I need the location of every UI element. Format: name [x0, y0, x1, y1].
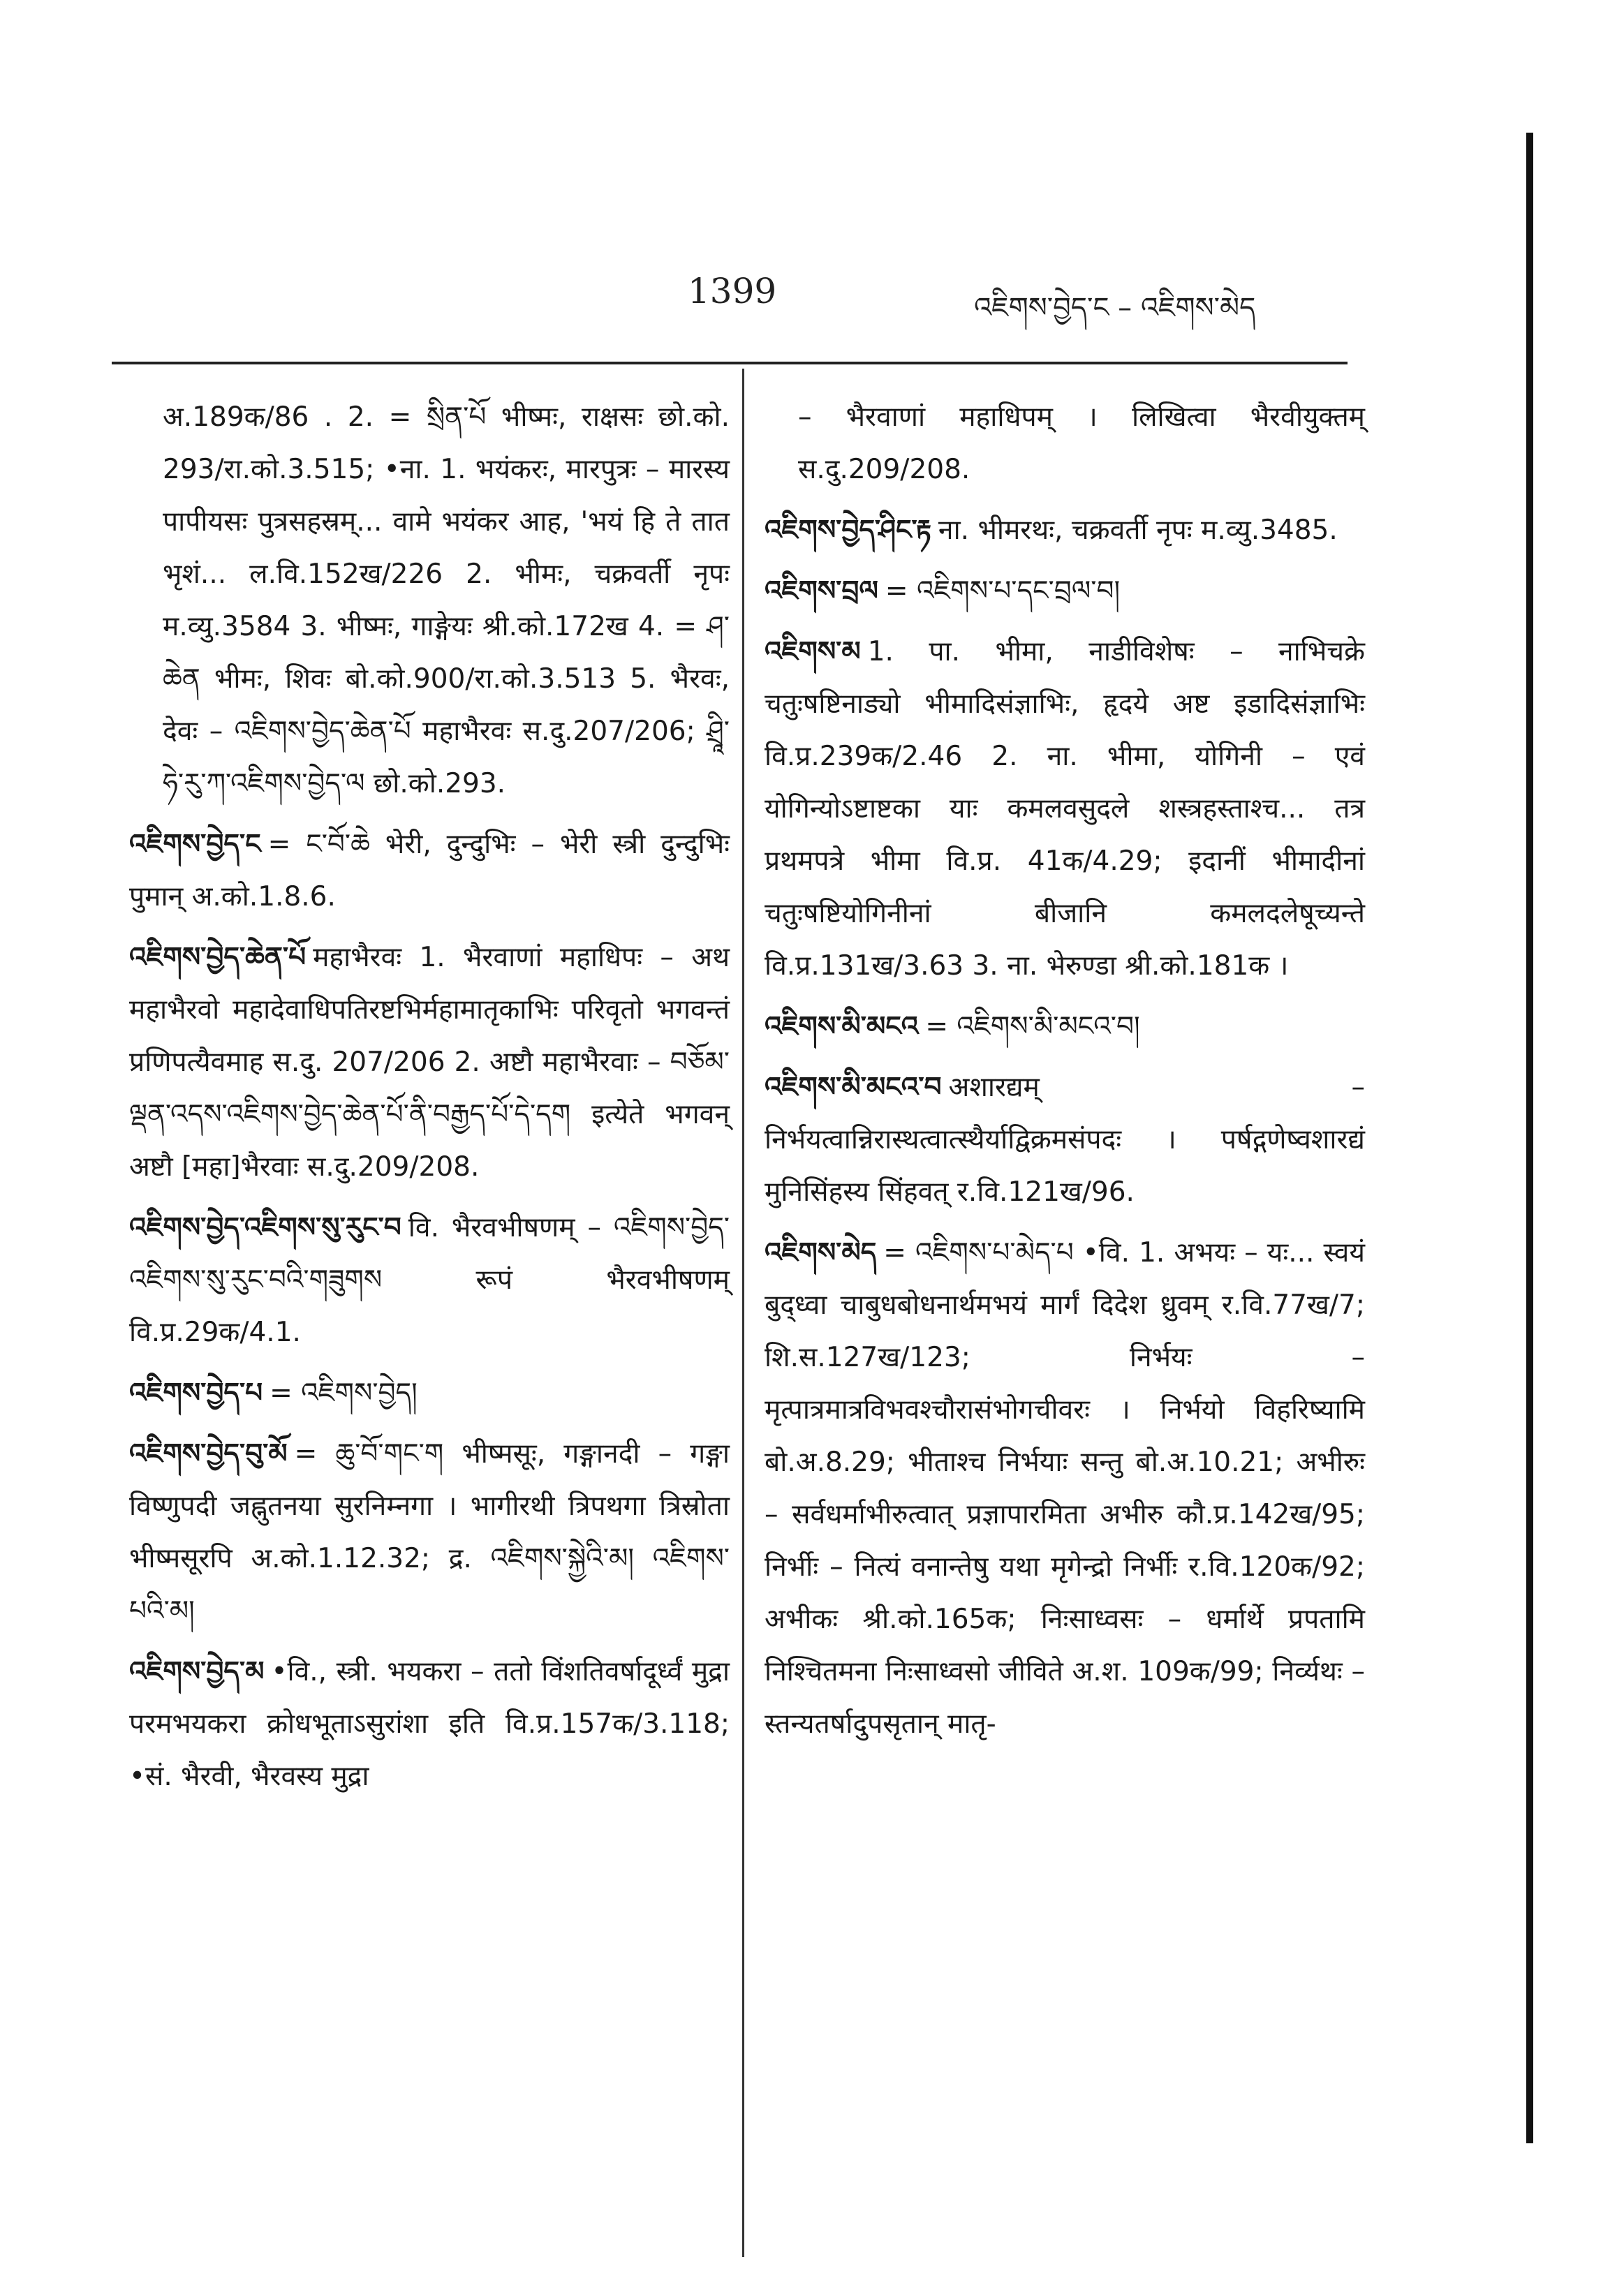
- headword: འཇིགས་བྲལ: [765, 575, 878, 607]
- scan-edge-bar: [1526, 133, 1533, 2143]
- headword: འཇིགས་བྱེད་ང: [129, 829, 261, 860]
- dictionary-entry: [129, 1367, 730, 1419]
- column-divider: [742, 369, 744, 2257]
- right-column: [765, 391, 1365, 1759]
- header-rule: [112, 362, 1348, 364]
- dictionary-entry: [129, 1202, 730, 1359]
- entry-text: महाभैरवः 1. भैरवाणां महाधिपः – अथ महाभैरवो महादेवाधिपतिरष्टभिर्महामातृकाभिः परिवृतो भगवन्तं प्रणिपत्यैवमाह स.दु. 207/206 2. अष्टौ महाभैरवाः – བཅོམ་ལྡན་འདས་འཇིགས་བྱེད་ཆེན་པོ་ནི་བརྒྱད་པོ་དེ་དག इत्येते भगवन् अष्टौ [महा]भैरवाः स.दु.209/208.: [129, 942, 730, 1183]
- entry-text: = འཇིགས་མི་མངའ་བ།: [925, 1011, 1140, 1042]
- entry-text: ना. भीमरथः, चक्रवर्ती नृपः म.व्यु.3485.: [938, 515, 1338, 546]
- continuation-text: अ.189क/86 . 2. = སྲིན་པོ भीष्मः, राक्षसः छो.को. 293/रा.को.3.515; •ना. 1. भयंकरः, मारपुत्रः – मारस्य पापीयसः पुत्रसहस्रम्... वामे भयंकर आह, 'भयं हि ते तात भृशं... ल.वि.152ख/226 2. भीमः, चक्रवर्ती नृपः म.व्यु.3584 3. भीष्मः, गाङ्गेयः श्री.को.172ख 4. = ཤ་ཆེན भीमः, शिवः बो.को.900/रा.को.3.513 5. भैरवः, देवः – འཇིགས་བྱེད་ཆེན་པོ महाभैरवः स.दु.207/206; ཤྲཱི་ཧེ་རུ་ཀ་འཇིགས་བྱེད་ལ छो.को.293.: [163, 401, 730, 799]
- running-head: འཇིགས་བྱེད་ང – འཇིགས་མེད: [974, 292, 1256, 324]
- entry-text: = ང་བོ་ཆེ भेरी, दुन्दुभिः – भेरी स्त्री दुन्दुभिः पुमान् अ.को.1.8.6.: [129, 829, 730, 912]
- dictionary-entry: [765, 504, 1365, 556]
- headword: འཇིགས་བྱེད་མ: [129, 1656, 265, 1687]
- dictionary-entry: [765, 626, 1365, 992]
- dictionary-entry: [129, 818, 730, 923]
- entry-text: = ཆུ་བོ་གང་ག भीष्मसूः, गङ्गानदी – गङ्गा विष्णुपदी जह्नुतनया सुरनिम्नगा । भागीरथी त्रिपथगा त्रिस्रोता भीष्मसूरपि अ.को.1.12.32; द्र. འཇིགས་སྐྱེའི་མ། འཇིགས་པའི་མ།: [129, 1438, 730, 1627]
- dictionary-entry: [765, 1227, 1365, 1750]
- left-column: [129, 391, 730, 1811]
- headword: འཇིགས་བྱེད་བུ་མོ: [129, 1438, 288, 1470]
- entry-text: 1. पा. भीमा, नाडीविशेषः – नाभिचक्रे चतुःषष्टिनाड्यो भीमादिसंज्ञाभिः, हृदये अष्ट इडादिसंज्ञाभिः वि.प्र.239क/2.46 2. ना. भीमा, योगिनी – एवं योगिन्योऽष्टाष्टका याः कमलवसुदले शस्त्रहस्ताश्च... तत्र प्रथमपत्रे भीमा वि.प्र. 41क/4.29; इदानीं भीमादीनां चतुःषष्टियोगिनीनां बीजानि कमलदलेषूच्यन्ते वि.प्र.131ख/3.63 3. ना. भेरुण्डा श्री.को.181क ।: [765, 636, 1365, 982]
- entry-text: = འཇིགས་པ་དང་བྲལ་བ།: [885, 575, 1121, 607]
- headword: འཇིགས་བྱེད་ཤིང་རྟ: [765, 515, 931, 546]
- headword: འཇིགས་མི་མངའ་བ: [765, 1072, 942, 1103]
- dictionary-entry: [129, 1428, 730, 1637]
- dictionary-entry: [129, 931, 730, 1193]
- headword: འཇིགས་མེད: [765, 1237, 877, 1269]
- entry-text: •वि., स्त्री. भयकरा – ततो विंशतिवर्षादूर्ध्वं मुद्रा परमभयकरा क्रोधभूताऽसुरांशा इति वि.प्र.157क/3.118; •सं. भैरवी, भैरवस्य मुद्रा: [129, 1656, 730, 1792]
- continuation-text: – भैरवाणां महाधिपम् । लिखित्वा भैरवीयुक्तम् स.दु.209/208.: [798, 401, 1365, 485]
- dictionary-entry: [129, 1646, 730, 1803]
- headword: འཇིགས་བྱེད་ཆེན་པོ: [129, 942, 307, 973]
- entry-text: वि. भैरवभीषणम् – འཇིགས་བྱེད་འཇིགས་སུ་རུང་བའི་གཟུགས रूपं भैरवभीषणम् वि.प्र.29क/4.1.: [129, 1212, 730, 1348]
- entry-text: = འཇིགས་བྱེད།: [270, 1377, 418, 1409]
- entry-text: = འཇིགས་པ་མེད་པ •वि. 1. अभयः – यः... स्वयं बुद्ध्वा चाबुधबोधनार्थमभयं मार्गं दिदेश ध्रुवम् र.वि.77ख/7; शि.स.127ख/123; निर्भयः – मृत्पात्रमात्रविभवश्चौरासंभोगचीवरः । निर्भयो विहरिष्यामि बो.अ.8.29; भीताश्च निर्भयाः सन्तु बो.अ.10.21; अभीरुः – सर्वधर्माभीरुत्वात् प्रज्ञापारमिता अभीरु कौ.प्र.142ख/95; निर्भीः – नित्यं वनान्तेषु यथा मृगेन्द्रो निर्भीः र.वि.120क/92; अभीकः श्री.को.165क; निःसाध्वसः – धर्मार्थे प्रपतामि निश्चितमना निःसाध्वसो जीविते अ.श. 109क/99; निर्व्यथः – स्तन्यतर्षादुपसृतान् मातृ-: [765, 1237, 1365, 1740]
- dictionary-entry: [765, 1061, 1365, 1218]
- page-number: 1399: [688, 271, 777, 311]
- dictionary-entry: [765, 565, 1365, 617]
- headword: འཇིགས་མི་མངའ: [765, 1011, 919, 1042]
- headword: འཇིགས་མ: [765, 636, 861, 667]
- headword: འཇིགས་བྱེད་པ: [129, 1377, 263, 1409]
- headword: འཇིགས་བྱེད་འཇིགས་སུ་རུང་བ: [129, 1212, 401, 1243]
- entry-text: अशारद्यम् – निर्भयत्वान्निरास्थत्वात्स्थैर्याद्विक्रमसंपदः । पर्षद्गणेष्वशारद्यं मुनिसिंहस्य सिंहवत् र.वि.121ख/96.: [765, 1072, 1365, 1208]
- dictionary-entry: [765, 1000, 1365, 1053]
